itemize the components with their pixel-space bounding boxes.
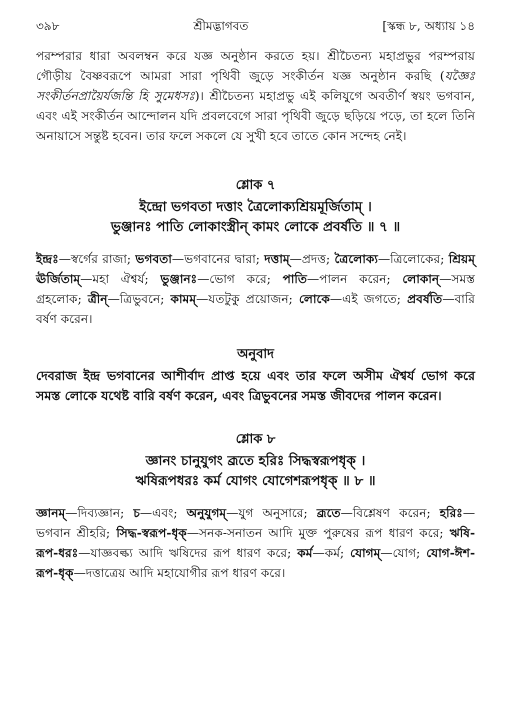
sanskrit-word: প্রবর্ষতি: [407, 292, 443, 306]
word-meaning: —এবং;: [139, 506, 187, 520]
word-meaning: —ত্রিলোকের;: [377, 252, 449, 266]
sanskrit-word: ত্রৈলোক্য: [334, 252, 378, 266]
sanskrit-word: ত্রীন্: [87, 292, 108, 306]
sanskrit-word: ঋষি-রূপ-ধরঃ: [36, 526, 476, 560]
verse-8-word-meanings: [36, 503, 475, 583]
sanskrit-word: ভগবতা: [135, 252, 172, 266]
word-meaning: —ভগবানের দ্বারা;: [171, 252, 265, 266]
sanskrit-word: শ্রিয়ম্ ঊর্জিতাম্: [36, 252, 475, 286]
word-meaning: —এই জগতে;: [329, 292, 408, 306]
verse-8-title: শ্লোক ৮: [235, 432, 276, 447]
word-meaning: —দত্তাত্রেয় আদি মহাযোগীর রূপ ধারণ করে।: [73, 566, 286, 580]
purport-text-1: পরম্পরার ধারা অবলম্বন করে যজ্ঞ অনুষ্ঠান করতে হয়। শ্রীচৈতন্য মহাপ্রভুর পরম্পরায় গৌড়ীয় বৈষ্ণবরূপে আমরা সারা পৃথিবী জুড়ে সংকীর্তন যজ্ঞ অনুষ্ঠান করছি (: [36, 49, 475, 83]
sanskrit-word: যোগ-ঈশ-রূপ-ধৃক্: [36, 546, 476, 580]
sanskrit-word: যোগম্: [350, 546, 381, 560]
sanskrit-word: পাতি: [282, 272, 308, 286]
word-meaning: —বিশ্লেষণ করেন;: [340, 506, 440, 520]
word-meaning: —যুগ অনুসারে;: [226, 506, 317, 520]
book-title: শ্রীমদ্ভাগবত: [193, 19, 249, 33]
word-meaning: —ভগবান শ্রীহরি;: [36, 506, 475, 540]
verse-7-translation: দেবরাজ ইন্দ্র ভগবানের আশীর্বাদ প্রাপ্ত হয়ে এবং তার ফলে অসীম ঐশ্বর্য ভোগ করে সমস্ত লোকে যথেষ্ট বারি বর্ষণ করেন, এবং ত্রিভুবনের সমস্ত জীবদের পালন করেন।: [36, 368, 475, 403]
word-meaning: —বারি বর্ষণ করেন।: [36, 292, 476, 326]
purport-text-2: )। শ্রীচৈতন্য মহাপ্রভু এই কলিযুগে অবতীর্ণ স্বয়ং ভগবান, এবং এই সংকীর্তন আন্দোলন যদি প্রবলবেগে সারা পৃথিবী জুড়ে ছড়িয়ে পড়ে, তা হলে তিনি অনায়াসে সন্তুষ্ট হবেন। তার ফলে সকলে যে সুখী হবে তাতে কোন সন্দেহ নেই।: [36, 89, 475, 143]
verse-7-line-1: ইন্দ্রো ভগবতা দত্তাং ত্রৈলোক্যশ্রিয়মূর্জিতাম্ ।: [139, 199, 372, 215]
page-number: ৩৯৮: [36, 19, 60, 33]
sanskrit-word: কামম্: [170, 292, 197, 306]
page-header: [36, 18, 475, 38]
sanskrit-word: হরিঃ: [439, 506, 463, 520]
verse-8-line-2: ঋষিরূপধরঃ কর্ম যোগং যোগেশরূপধৃক্ ॥ ৮ ॥: [135, 473, 376, 489]
word-meaning: —যতটুকু প্রয়োজন;: [196, 292, 299, 306]
word-meaning: —দিব্যজ্ঞান;: [65, 506, 134, 520]
word-meaning: —মহা ঐশ্বর্য;: [80, 272, 161, 286]
word-meaning: —সমস্ত গ্রহলোক;: [36, 272, 475, 306]
verse-7-word-meanings: [36, 249, 475, 329]
translation-title: অনুবাদ: [237, 347, 274, 362]
sanskrit-word: ব্রূতে: [316, 506, 341, 520]
sanskrit-word: লোকে: [298, 292, 330, 306]
sanskrit-word: ইন্দ্রঃ: [36, 252, 59, 266]
sanskrit-word: চ: [133, 506, 140, 520]
verse-7-title: শ্লোক ৭: [235, 178, 276, 193]
word-meaning: —সনক-সনাতন আদি মুক্ত পুরুষের রূপ ধারণ করে;: [186, 526, 450, 540]
word-meaning: —পালন করেন;: [307, 272, 403, 286]
section-reference: [স্কন্ধ ৮, অধ্যায় ১৪: [382, 19, 475, 33]
sanskrit-word: জ্ঞানম্: [36, 506, 66, 520]
verse-7-line-2: ভুঞ্জানঃ পাতি লোকাংস্ত্রীন্ কামং লোকে প্রবর্ষতি ॥ ৭ ॥: [110, 219, 401, 235]
sanskrit-word: দত্তাম্: [264, 252, 290, 266]
word-meaning: —স্বর্গের রাজা;: [58, 252, 136, 266]
word-meaning: —ত্রিভুবনে;: [107, 292, 171, 306]
word-meaning: —যোগ;: [380, 546, 427, 560]
purport-paragraph: [36, 46, 475, 146]
word-meaning: —ভোগ করে;: [197, 272, 283, 286]
sanskrit-word: লোকান্: [402, 272, 440, 286]
word-meaning: —প্রদত্ত;: [289, 252, 335, 266]
verse-8-line-1: জ্ঞানং চানুযুগং ব্রূতে হরিঃ সিদ্ধস্বরূপধৃক্ ।: [145, 453, 366, 469]
word-meaning: —যাজ্ঞবল্ক্য আদি ঋষিদের রূপ ধারণ করে;: [78, 546, 298, 560]
purport-quote: যজ্ঞৈঃ সংকীর্তনপ্রায়ৈর্যজন্তি হি সুমেধসঃ: [36, 69, 475, 103]
sanskrit-word: অনুযুগম্: [186, 506, 227, 520]
sanskrit-word: কর্ম: [297, 546, 313, 560]
sanskrit-word: সিদ্ধ-স্বরূপ-ধৃক্: [116, 526, 187, 540]
word-meaning: —কর্ম;: [312, 546, 351, 560]
sanskrit-word: ভুঞ্জানঃ: [160, 272, 198, 286]
